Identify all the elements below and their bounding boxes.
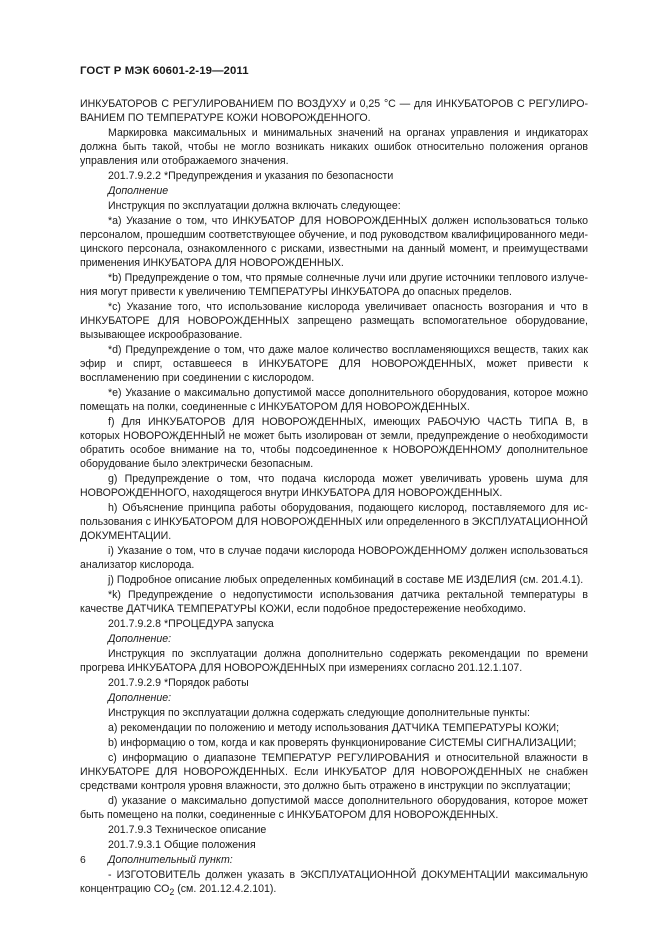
- list-item-c: *с) Указание того, что использование кислорода увеличивает опасность возгорания и что в ИНКУБАТОРЕ ДЛЯ НОВОРОЖДЕННЫХ запрещено размещать вспомогательное оборудование, вызывающее искрообразование.: [80, 301, 588, 341]
- co2-text: - ИЗГОТОВИТЕЛЬ должен указать в ЭКСПЛУАТАЦИОННОЙ ДОКУМЕНТАЦИИ максимальную концентрацию СО: [80, 869, 588, 895]
- list-item-e: *е) Указание о максимально допустимой массе дополнительного оборудования, которое можно помещать на полки, соединенные с ИНКУБАТОРОМ ДЛЯ НОВОРОЖДЕННЫХ.: [80, 387, 588, 413]
- list-item-f: f) Для ИНКУБАТОРОВ ДЛЯ НОВОРОЖДЕННЫХ, имеющих РАБОЧУЮ ЧАСТЬ ТИПА В, в которых НОВОРОЖДЕННЫЙ не может быть изолирован от земли, предупреждение о необходимости обратить особое внимание на то, чтобы подсоединенное к НОВОРОЖДЕННОМУ дополнительное оборудование было электрически безопасным.: [80, 416, 588, 470]
- document-header: ГОСТ Р МЭК 60601-2-19—2011: [80, 65, 249, 77]
- paragraph-operation-intro: Инструкция по эксплуатации должна содержать следующие дополнительные пункты:: [108, 707, 530, 719]
- addition-label: Дополнение:: [108, 633, 172, 645]
- section-heading-201-7-9-3-1: 201.7.9.3.1 Общие положения: [108, 839, 256, 851]
- co2-reference: (см. 201.12.4.2.101).: [174, 883, 277, 895]
- paragraph-continuation: ИНКУБАТОРОВ С РЕГУЛИРОВАНИЕМ ПО ВОЗДУХУ и 0,25 °С — для ИНКУБАТОРОВ С РЕГУЛИРОВАНИЕМ ПО ТЕМПЕРАТУРЕ КОЖИ НОВОРОЖДЕННОГО.: [80, 98, 588, 124]
- paragraph-instruction-intro: Инструкция по эксплуатации должна включать следующее:: [108, 200, 401, 212]
- section-heading-201-7-9-3: 201.7.9.3 Техническое описание: [108, 824, 267, 836]
- co2-subscript: 2: [169, 887, 175, 898]
- operation-item-a: a) рекомендации по положению и методу использования ДАТЧИКА ТЕМПЕРАТУРЫ КОЖИ;: [108, 722, 560, 734]
- list-item-g: g) Предупреждение о том, что подача кислорода может увеличивать уровень шума для НОВОРОЖДЕННОГО, находящегося внутри ИНКУБАТОРА ДЛЯ НОВОРОЖДЕННЫХ.: [80, 473, 588, 499]
- paragraph-marking: Маркировка максимальных и минимальных значений на органах управления и индикаторах должна быть такой, чтобы не могло возникать никаких ошибок относительно положения органов управления или отображаемого значения.: [80, 127, 588, 167]
- paragraph-warmup: Инструкция по эксплуатации должна дополнительно содержать рекомендации по времени прогрева ИНКУБАТОРА ДЛЯ НОВОРОЖДЕННЫХ при измерениях согласно 201.12.1.107.: [80, 648, 588, 674]
- operation-item-d: d) указание о максимально допустимой массе дополнительного оборудования, которое может быть помещено на полки, соединенные с ИНКУБАТОРОМ ДЛЯ НОВОРОЖДЕННЫХ.: [80, 795, 588, 821]
- section-heading-201-7-9-2-9: 201.7.9.2.9 *Порядок работы: [108, 677, 249, 689]
- page-number: 6: [80, 855, 86, 866]
- section-heading-201-7-9-2-2: 201.7.9.2.2 *Предупреждения и указания по безопасности: [108, 170, 394, 182]
- list-item-j: j) Подробное описание любых определенных комбинаций в составе МЕ ИЗДЕЛИЯ (см. 201.4.1).: [108, 574, 584, 586]
- list-item-a: *а) Указание о том, что ИНКУБАТОР ДЛЯ НОВОРОЖДЕННЫХ должен использоваться только персоналом, прошедшим соответствующее обучение, и под руководством квалифицированного медицинского персонала, ознакомленного с рисками, известными на данный момент, и преимуществами применения ИНКУБАТОРА ДЛЯ НОВОРОЖДЕННЫХ.: [80, 215, 588, 269]
- document-body: [80, 97, 588, 900]
- paragraph-co2: [80, 868, 588, 899]
- list-item-k: *k) Предупреждение о недопустимости использования датчика ректальной температуры в качестве ДАТЧИКА ТЕМПЕРАТУРЫ КОЖИ, если подобное предостережение необходимо.: [80, 589, 588, 615]
- operation-item-c: с) информацию о диапазоне ТЕМПЕРАТУР РЕГУЛИРОВАНИЯ и относительной влажности в ИНКУБАТОРЕ ДЛЯ НОВОРОЖДЕННЫХ. Если ИНКУБАТОР ДЛЯ НОВОРОЖДЕННЫХ не снабжен средствами контроля уровня влажности, это должно быть отражено в инструкции по эксплуатации;: [80, 752, 588, 792]
- addition-label: Дополнение:: [108, 692, 172, 704]
- list-item-d: *d) Предупреждение о том, что даже малое количество воспламеняющихся веществ, таких как эфир и спирт, оставшееся в ИНКУБАТОРЕ ДЛЯ НОВОРОЖДЕННЫХ, может привести к воспламенению при соединении с кислородом.: [80, 344, 588, 384]
- addition-label: Дополнение: [108, 185, 169, 197]
- additional-item-label: Дополнительный пункт:: [108, 854, 233, 866]
- section-heading-201-7-9-2-8: 201.7.9.2.8 *ПРОЦЕДУРА запуска: [108, 618, 274, 630]
- list-item-i: i) Указание о том, что в случае подачи кислорода НОВОРОЖДЕННОМУ должен использоваться анализатор кислорода.: [80, 545, 588, 571]
- operation-item-b: b) информацию о том, когда и как проверять функционирование СИСТЕМЫ СИГНАЛИЗАЦИИ;: [108, 737, 577, 749]
- list-item-b: *b) Предупреждение о том, что прямые солнечные лучи или другие источники теплового излучения могут привести к увеличению ТЕМПЕРАТУРЫ ИНКУБАТОРА до опасных пределов.: [80, 272, 588, 298]
- list-item-h: h) Объяснение принципа работы оборудования, подающего кислород, поставляемого для использования с ИНКУБАТОРОМ ДЛЯ НОВОРОЖДЕННЫХ или определенного в ЭКСПЛУАТАЦИОННОЙ ДОКУМЕНТАЦИИ.: [80, 502, 588, 542]
